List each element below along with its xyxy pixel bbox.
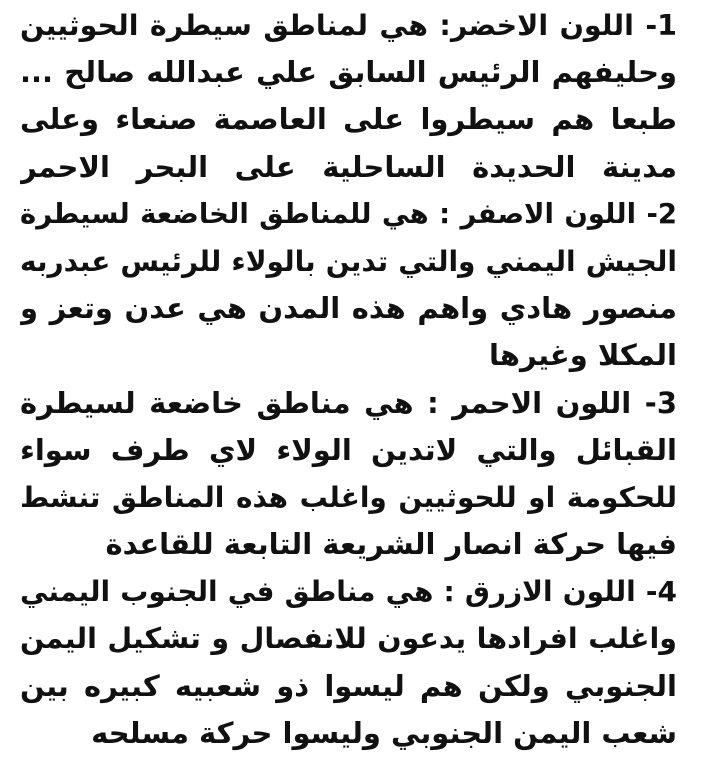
- text-line-1: 1- اللون الاخضر: هي لمناطق سيطرة الحوثيين: [20, 9, 677, 42]
- text-line-3: طبعا هم سيطروا على العاصمة صنعاء وعلى: [20, 102, 677, 137]
- text-line-11: للحكومة او للحوثيين واغلب هذه المناطق تنشط: [20, 480, 677, 514]
- text-line-10: القبائل والتي لاتدين الولاء لاي طرف سواء: [20, 432, 677, 467]
- text-line-7: منصور هادي واهم هذه المدن هي عدن وتعز و: [20, 291, 677, 326]
- text-line-2: وحليفهم الرئيس السابق علي عبدالله صالح ...: [20, 55, 677, 90]
- text-line-9: 3- اللون الاحمر : هي مناطق خاضعة لسيطرة: [20, 385, 677, 420]
- text-line-12: فيها حركة انصار الشريعة التابعة للقاعدة: [105, 527, 677, 562]
- text-line-15: الجنوبي ولكن هم ليسوا ذو شعبيه كبيره بين: [20, 668, 677, 703]
- text-line-6: الجيش اليمني والتي تدين بالولاء للرئيس عبدربه: [20, 244, 677, 278]
- text-line-5: 2- اللون الاصفر : هي للمناطق الخاضعة لسيطرة: [20, 197, 677, 230]
- text-line-4: مدينة الحديدة الساحلية على البحر الاحمر: [20, 149, 677, 184]
- text-line-13: 4- اللون الازرق : هي مناطق في الجنوب اليمني: [20, 575, 677, 609]
- text-line-14: واغلب افرادها يدعون للانفصال و تشكيل اليمن: [20, 622, 677, 656]
- text-line-8: المكلا وغيرها: [489, 338, 677, 373]
- text-line-16: شعب اليمن الجنوبي وليسوا حركة مسلحه: [91, 715, 677, 750]
